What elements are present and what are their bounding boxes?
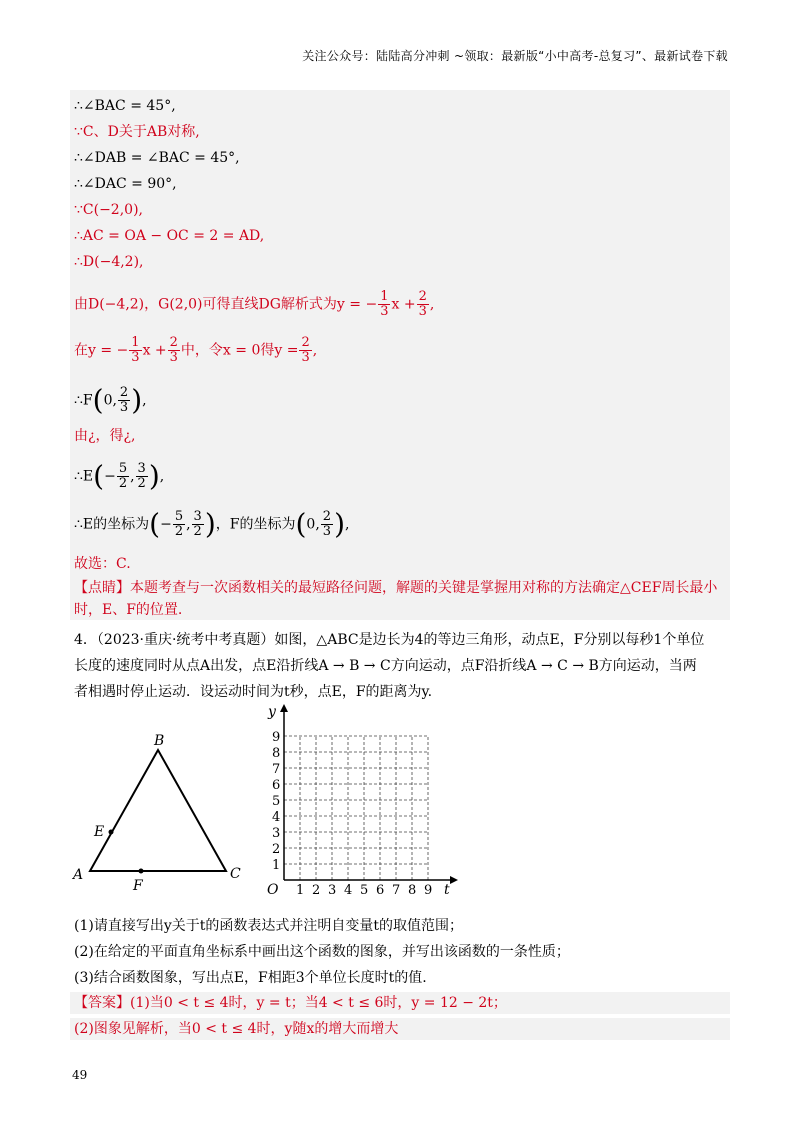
solution-line-10: ∴F(0, $\frac{2}{3}$ ), bbox=[74, 383, 147, 417]
solution-line-3: ∴∠DAB = ∠BAC = 45°, bbox=[74, 150, 240, 166]
coordinate-grid bbox=[258, 700, 468, 900]
label-f: F bbox=[133, 878, 143, 894]
solution-line-9: 在y = − $\frac{1}{3}$ x + $\frac{2}{3}$ 中，令x = 0得y = $\frac{2}{3}$ , bbox=[74, 335, 318, 365]
x-tick-label: 4 bbox=[344, 883, 353, 898]
x-axis-label: t bbox=[444, 882, 450, 898]
x-tick-label: 9 bbox=[424, 883, 433, 898]
question-line-2: 长度的速度同时从点A出发，点E沿折线A → B → C方向运动，点F沿折线A → C → B方向运动，当两 bbox=[74, 658, 697, 674]
point-f bbox=[139, 869, 144, 874]
label-b: B bbox=[154, 733, 165, 749]
solution-line-4: ∴∠DAC = 90°, bbox=[74, 176, 177, 192]
solution-comment-line-1: 【点睛】本题考查与一次函数相关的最短路径问题，解题的关键是掌握用对称的方法确定△CEF周长最小 bbox=[74, 580, 718, 596]
y-axis-label: y bbox=[268, 704, 276, 720]
solution-comment-line-2: 时，E、F的位置. bbox=[74, 602, 183, 618]
solution-line-8: 由D(−4,2)，G(2,0)可得直线DG解析式为y = − $\frac{1}{3}$ x + $\frac{2}{3}$ , bbox=[74, 289, 435, 319]
x-tick-label: 1 bbox=[296, 883, 305, 898]
label-a: A bbox=[73, 867, 84, 883]
label-c: C bbox=[230, 866, 241, 882]
part-2: (2)在给定的平面直角坐标系中画出这个函数的图象，并写出该函数的一条性质； bbox=[74, 944, 570, 960]
question-line-1: 4．（2023·重庆·统考中考真题）如图，△ABC是边长为4的等边三角形，动点E，F分别以每秒1个单位 bbox=[74, 632, 705, 648]
answer-line-1: 【答案】(1)当0 < t ≤ 4时，y = t；当4 < t ≤ 6时，y = 12 − 2t； bbox=[74, 995, 507, 1011]
solution-line-13: ∴E的坐标为(− $\frac{5}{2}$ , $\frac{3}{2}$ )，F的坐标为(0, $\frac{2}{3}$ ), bbox=[74, 507, 350, 541]
x-axis-arrow bbox=[450, 876, 458, 884]
x-tick-label: 5 bbox=[360, 883, 369, 898]
x-tick-label: 8 bbox=[408, 883, 417, 898]
solution-line-1: ∴∠BAC = 45°, bbox=[74, 98, 176, 114]
y-tick-label: 5 bbox=[272, 794, 281, 809]
triangle-figure bbox=[70, 728, 250, 898]
label-e: E bbox=[94, 824, 105, 840]
x-tick-label: 6 bbox=[376, 883, 385, 898]
answer-line-2: (2)图象见解析，当0 < t ≤ 4时，y随x的增大而增大 bbox=[74, 1021, 399, 1037]
x-tick-label: 7 bbox=[392, 883, 401, 898]
part-3: (3)结合函数图象，写出点E，F相距3个单位长度时t的值. bbox=[74, 970, 427, 986]
triangle-abc bbox=[90, 750, 226, 871]
question-line-3: 者相遇时停止运动．设运动时间为t秒，点E，F的距离为y. bbox=[74, 684, 433, 700]
y-tick-label: 3 bbox=[272, 826, 281, 841]
y-tick-label: 4 bbox=[272, 810, 281, 825]
y-tick-label: 7 bbox=[272, 762, 281, 777]
solution-line-14: 故选：C. bbox=[74, 556, 131, 572]
x-tick-label: 3 bbox=[328, 883, 337, 898]
point-e bbox=[109, 830, 114, 835]
part-1: (1)请直接写出y关于t的函数表达式并注明自变量t的取值范围； bbox=[74, 918, 463, 934]
x-tick-label: 2 bbox=[312, 883, 321, 898]
page-number: 49 bbox=[72, 1068, 88, 1082]
solution-line-5: ∵C(−2,0), bbox=[74, 202, 143, 218]
y-tick-label: 1 bbox=[272, 858, 281, 873]
y-axis-arrow bbox=[280, 704, 288, 712]
page-header: 关注公众号：陆陆高分冲刺 ~领取：最新版“小中高考-总复习”、最新试卷下载 bbox=[302, 49, 728, 63]
solution-line-6: ∴AC = OA − OC = 2 = AD, bbox=[74, 228, 265, 244]
y-tick-label: 6 bbox=[272, 778, 281, 793]
y-tick-label: 8 bbox=[272, 746, 281, 761]
origin-label: O bbox=[267, 882, 279, 898]
y-tick-label: 2 bbox=[272, 842, 281, 857]
solution-line-2: ∵C、D关于AB对称, bbox=[74, 124, 200, 140]
y-tick-label: 9 bbox=[272, 730, 281, 745]
solution-line-12: ∴E(− $\frac{5}{2}$ , $\frac{3}{2}$ ), bbox=[74, 459, 165, 493]
solution-line-7: ∴D(−4,2), bbox=[74, 254, 144, 270]
solution-line-11: 由¿，得¿, bbox=[74, 428, 136, 444]
